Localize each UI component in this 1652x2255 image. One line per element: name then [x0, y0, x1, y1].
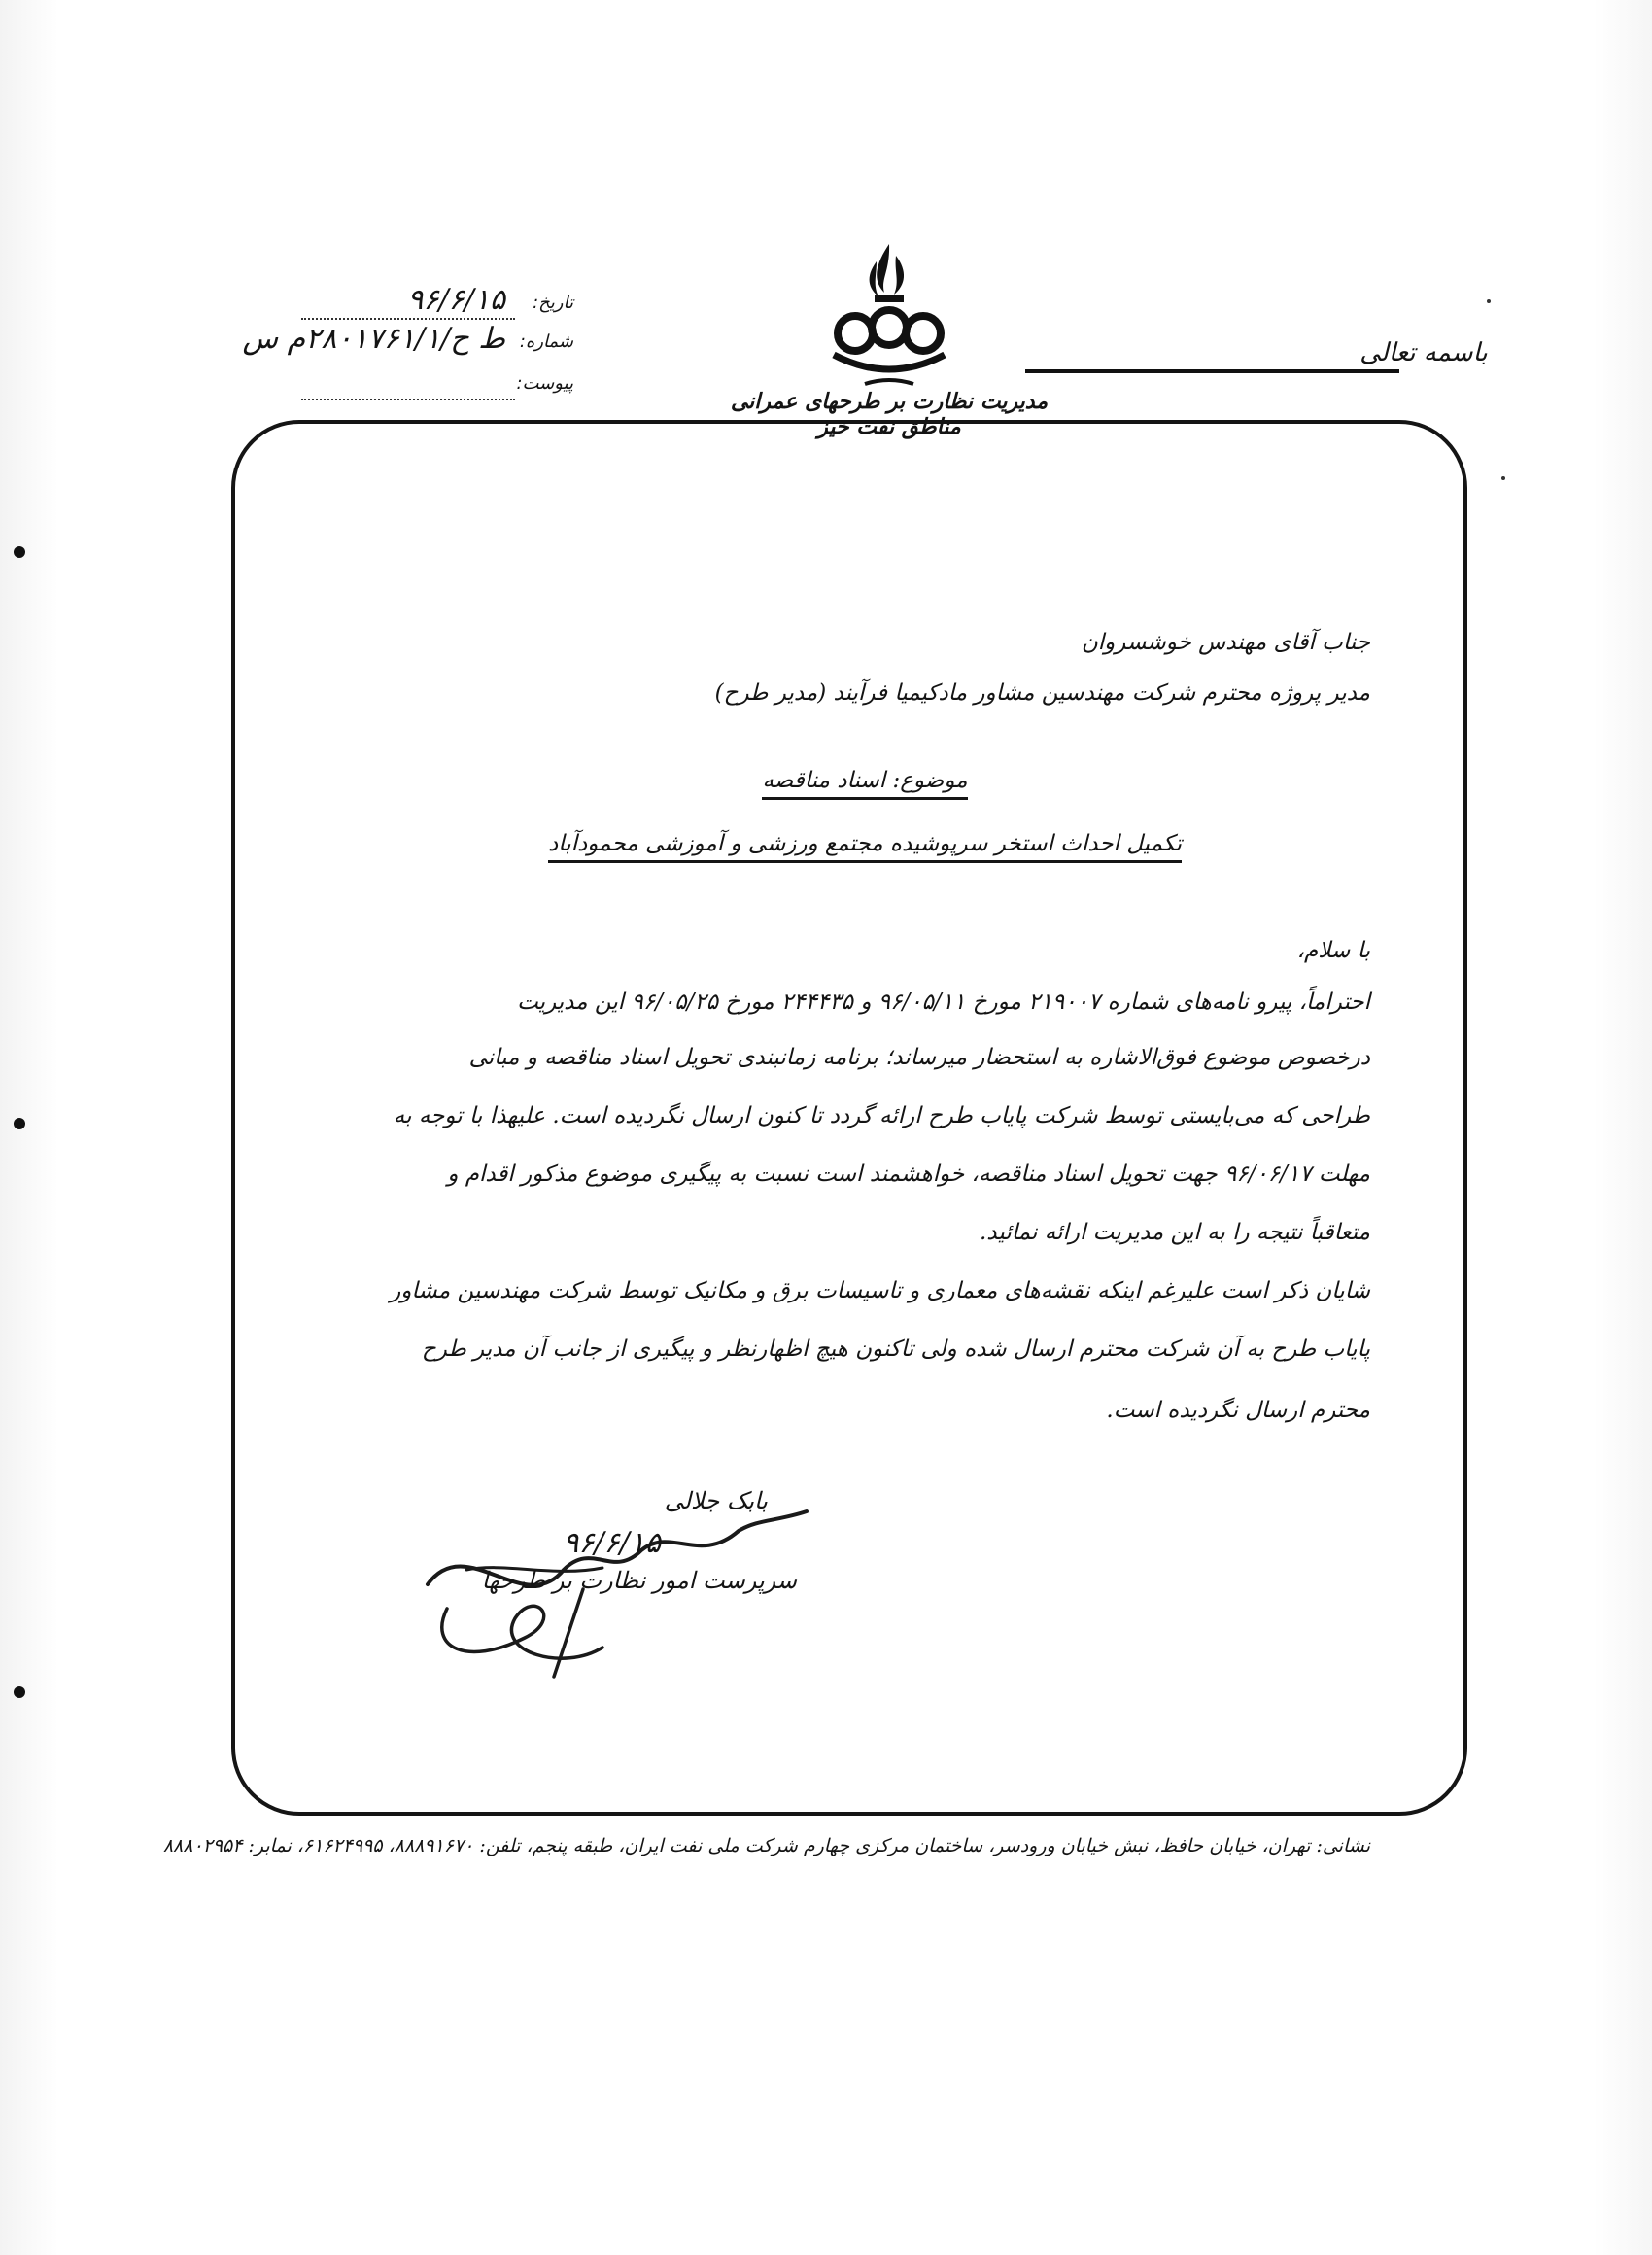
body-line-5: متعاقباً نتیجه را به این مدیریت ارائه نمائید. — [980, 1220, 1370, 1245]
subject-detail: تکمیل احداث استخر سرپوشیده مجتمع ورزشی و آموزشی محمودآباد — [548, 831, 1182, 863]
subject-wrap — [661, 768, 1069, 795]
number-value: ط ح/۲۸۰۱۷۶۱/۱م س — [242, 322, 505, 356]
date-value: ۹۶/۶/۱۵ — [407, 283, 505, 317]
scan-dot-2 — [14, 1118, 25, 1129]
greeting: با سلام، — [1296, 938, 1370, 963]
body-line-8: محترم ارسال نگردیده است. — [1106, 1398, 1370, 1423]
date-field — [243, 283, 573, 326]
footer-address: نشانی: تهران، خیابان حافظ، نبش خیابان ورودسر، ساختمان مرکزی چهارم شرکت ملی نفت ایران، طبقه پنجم، تلفن: ۸۸۸۹۱۶۷۰، ۶۱۶۲۴۹۹۵، نمابر: ۸۸۸۰۲۹۵۴ — [162, 1835, 1370, 1856]
scan-speck — [1487, 299, 1491, 303]
scan-dot-1 — [14, 546, 25, 558]
recipient-title: مدیر پروژه محترم شرکت مهندسین مشاور مادکیمیا فرآیند (مدیر طرح) — [714, 680, 1370, 706]
scan-speck — [1501, 476, 1505, 480]
date-rule — [301, 318, 515, 320]
number-label: شماره: — [519, 331, 573, 352]
subject: موضوع: اسناد مناقصه — [762, 768, 967, 800]
signatory-title: سرپرست امور نظارت بر طرحها — [481, 1567, 797, 1594]
recipient: جناب آقای مهندس خوشسروان — [1081, 630, 1370, 655]
header-rule — [1025, 369, 1399, 373]
body-line-6: شایان ذکر است علیرغم اینکه نقشه‌های معماری و تاسیسات برق و مکانیک توسط شرکت مهندسین مشاور — [390, 1278, 1370, 1303]
signatory-name: بابک جلالی — [664, 1487, 768, 1514]
organization-name: مدیریت نظارت بر طرحهای عمرانی مناطق نفت خیز — [730, 389, 1049, 439]
subject-detail-wrap — [525, 831, 1205, 858]
number-field — [242, 322, 573, 364]
body-line-1: احتراماً، پیرو نامه‌های شماره ۲۱۹۰۰۷ مورخ ۹۶/۰۵/۱۱ و ۲۴۴۴۳۵ مورخ ۹۶/۰۵/۲۵ این مدیریت — [517, 989, 1370, 1015]
body-line-3: طراحی که می‌بایستی توسط شرکت پایاب طرح ارائه گردد تا کنون ارسال نگردیده است. علیهذا با توجه به — [393, 1103, 1370, 1128]
attachment-field — [243, 367, 573, 406]
attachment-rule — [301, 399, 515, 400]
body-line-2: درخصوص موضوع فوق‌الاشاره به استحضار میرساند؛ برنامه زمانبندی تحویل اسناد مناقصه و مبانی — [468, 1045, 1370, 1070]
nioc-logo-icon — [816, 238, 962, 403]
scan-dot-3 — [14, 1686, 25, 1698]
date-label: تاریخ: — [533, 293, 573, 313]
body-line-7: پایاب طرح به آن شرکت محترم ارسال شده ولی تاکنون هیچ اظهارنظر و پیگیری از جانب آن مدیر طرح — [421, 1336, 1370, 1362]
signature-date: ۹۶/۶/۱۵ — [563, 1526, 661, 1560]
body-line-4: مهلت ۹۶/۰۶/۱۷ جهت تحویل اسناد مناقصه، خواهشمند است نسبت به پیگیری موضوع مذکور اقدام و — [447, 1162, 1370, 1187]
basmala: باسمه تعالی — [1359, 338, 1488, 367]
attachment-label: پیوست: — [516, 373, 573, 394]
